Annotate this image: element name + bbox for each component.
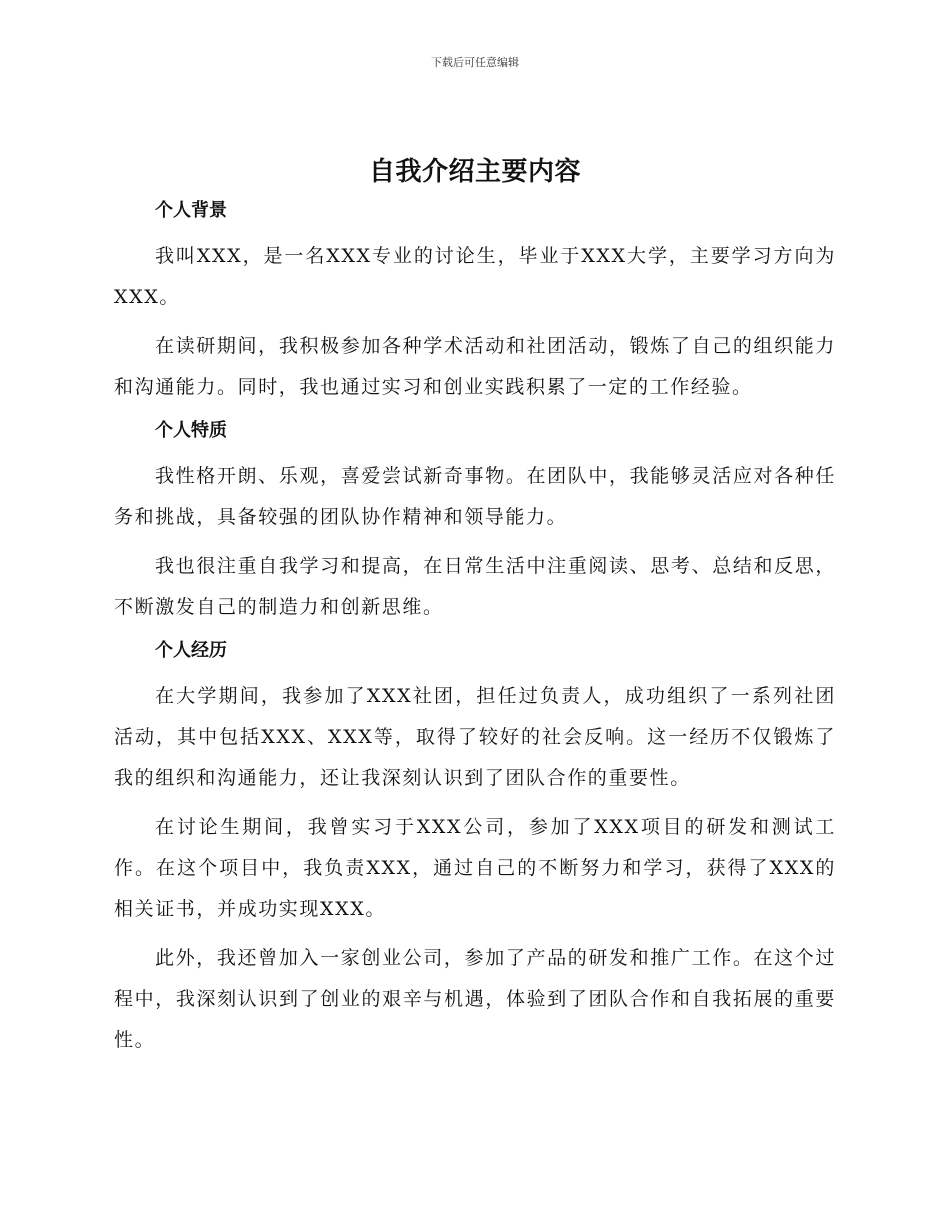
section-personal-experience: [114, 636, 836, 1061]
paragraph: 在讨论生期间，我曾实习于XXX公司，参加了XXX项目的研发和测试工作。在这个项目中，我负责XXX，通过自己的不断努力和学习，获得了XXX的相关证书，并成功实现XXX。: [114, 816, 836, 920]
paragraph: 我也很注重自我学习和提高，在日常生活中注重阅读、思考、总结和反思，不断激发自己的制造力和创新思维。: [114, 555, 836, 618]
paragraph: 我性格开朗、乐观，喜爱尝试新奇事物。在团队中，我能够灵活应对各种任务和挑战，具备较强的团队协作精神和领导能力。: [114, 465, 836, 528]
paragraph: 在读研期间，我积极参加各种学术活动和社团活动，锻炼了自己的组织能力和沟通能力。同时，我也通过实习和创业实践积累了一定的工作经验。: [114, 335, 836, 398]
section-personal-background: [114, 196, 836, 408]
section-heading: 个人背景: [155, 200, 227, 221]
section-personal-traits: [114, 416, 836, 628]
document-body: [114, 196, 836, 1069]
document-title: 自我介绍主要内容: [368, 157, 581, 187]
section-heading: 个人经历: [155, 640, 227, 661]
paragraph: 在大学期间，我参加了XXX社团，担任过负责人，成功组织了一系列社团活动，其中包括XXX、XXX等，取得了较好的社会反响。这一经历不仅锻炼了我的组织和沟通能力，还让我深刻认识到了团队合作的重要性。: [114, 685, 836, 789]
section-heading: 个人特质: [155, 420, 227, 441]
paragraph: 此外，我还曾加入一家创业公司，参加了产品的研发和推广工作。在这个过程中，我深刻认识到了创业的艰辛与机遇，体验到了团队合作和自我拓展的重要性。: [114, 947, 836, 1051]
page-header-note: 下载后可任意编辑: [431, 56, 519, 69]
paragraph: 我叫XXX，是一名XXX专业的讨论生，毕业于XXX大学，主要学习方向为XXX。: [114, 245, 836, 308]
